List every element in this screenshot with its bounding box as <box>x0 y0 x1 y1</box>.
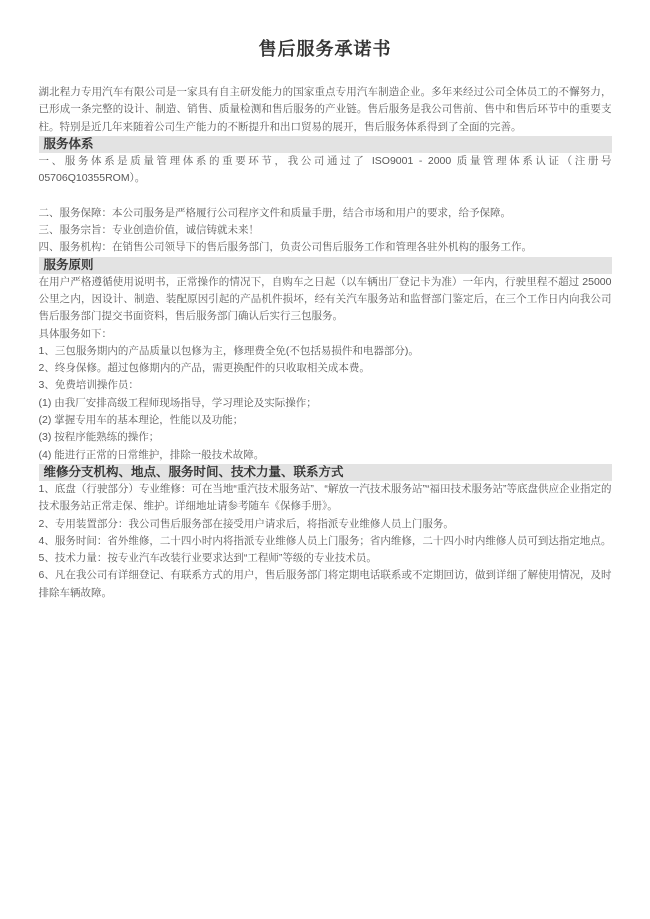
section-header: 服务原则 <box>39 257 612 274</box>
blank-line <box>39 187 612 204</box>
body-line: 2、终身保修。超过包修期内的产品，需更换配件的只收取相关成本费。 <box>38 362 370 375</box>
body-line: 一、服务体系是质量管理体系的重要环节，我公司通过了 ISO9001 - 2000 质量管理体系认证（注册号 05706Q10355ROM）。 <box>38 154 612 185</box>
body-paragraph: 1、底盘（行驶部分）专业维修：可在当地“重汽技术服务站”、“解放一汽技术服务站”“福田技术服务站”等底盘供应企业指定的技术服务站正常走保、维护。详细地址请参考随车《保修手册》。 <box>38 482 612 513</box>
body-line: 三、服务宗旨：专业创造价值，诚信铸就未来！ <box>38 224 259 237</box>
body-line: (2) 掌握专用车的基本理论，性能以及功能； <box>38 414 244 427</box>
page-title: 售后服务承诺书 <box>258 39 392 59</box>
body-line: 具体服务如下： <box>38 327 112 340</box>
body-line: (3) 按程序能熟练的操作； <box>38 431 160 444</box>
section-service-system <box>39 136 612 257</box>
document-page <box>39 0 612 602</box>
body-line: 四、服务机构：在销售公司领导下的售后服务部门，负责公司售后服务工作和管理各驻外机构的服务工作。 <box>38 241 532 254</box>
intro-paragraph: 湖北程力专用汽车有限公司是一家具有自主研发能力的国家重点专用汽车制造企业。多年来经过公司全体员工的不懈努力，已形成一条完整的设计、制造、销售、质量检测和售后服务的产业链。售后服务是我公司售前、售中和售后环节中的重要支柱。特别是近几年来随着公司生产能力的不断提升和出口贸易的展开，售后服务体系得到了全面的完善。 <box>38 86 612 133</box>
body-line: 1、三包服务期内的产品质量以包修为主，修理费全免(不包括易损件和电器部分)。 <box>38 344 419 357</box>
body-line: (4) 能进行正常的日常维护，排除一般技术故障。 <box>38 448 265 461</box>
body-line: 2、专用装置部分：我公司售后服务部在接受用户请求后，将指派专业维修人员上门服务。 <box>38 517 454 530</box>
section-header: 服务体系 <box>39 136 612 153</box>
body-paragraph: 在用户严格遵循使用说明书，正常操作的情况下，自购车之日起（以车辆出厂登记卡为准）一年内，行驶里程不超过 25000 公里之内，因设计、制造、装配原因引起的产品机件损坏，经有关汽车服务站和监督部门鉴定后，在三个工作日内向我公司售后服务部门提交书面资料，售后服务部门确认后实行三包服务。 <box>38 275 612 323</box>
body-line: 3、免费培训操作员： <box>38 379 139 392</box>
body-line: 4、服务时间：省外维修，二十四小时内将指派专业维修人员上门服务；省内维修，二十四小时内维修人员可到达指定地点。 <box>38 534 612 547</box>
body-paragraph: 6、凡在我公司有详细登记、有联系方式的用户，售后服务部门将定期电话联系或不定期回访，做到详细了解使用情况，及时排除车辆故障。 <box>38 569 612 599</box>
section-repair-branches <box>39 464 612 602</box>
section-header: 维修分支机构、地点、服务时间、技术力量、联系方式 <box>39 464 612 481</box>
body-line: 二、服务保障：本公司服务是严格履行公司程序文件和质量手册，结合市场和用户的要求，给予保障。 <box>38 206 511 219</box>
body-line: (1) 由我厂安排高级工程师现场指导，学习理论及实际操作； <box>38 396 317 409</box>
body-line: 5、技术力量：按专业汽车改装行业要求达到“工程师”等级的专业技术员。 <box>38 552 377 565</box>
section-service-principles <box>39 257 612 464</box>
